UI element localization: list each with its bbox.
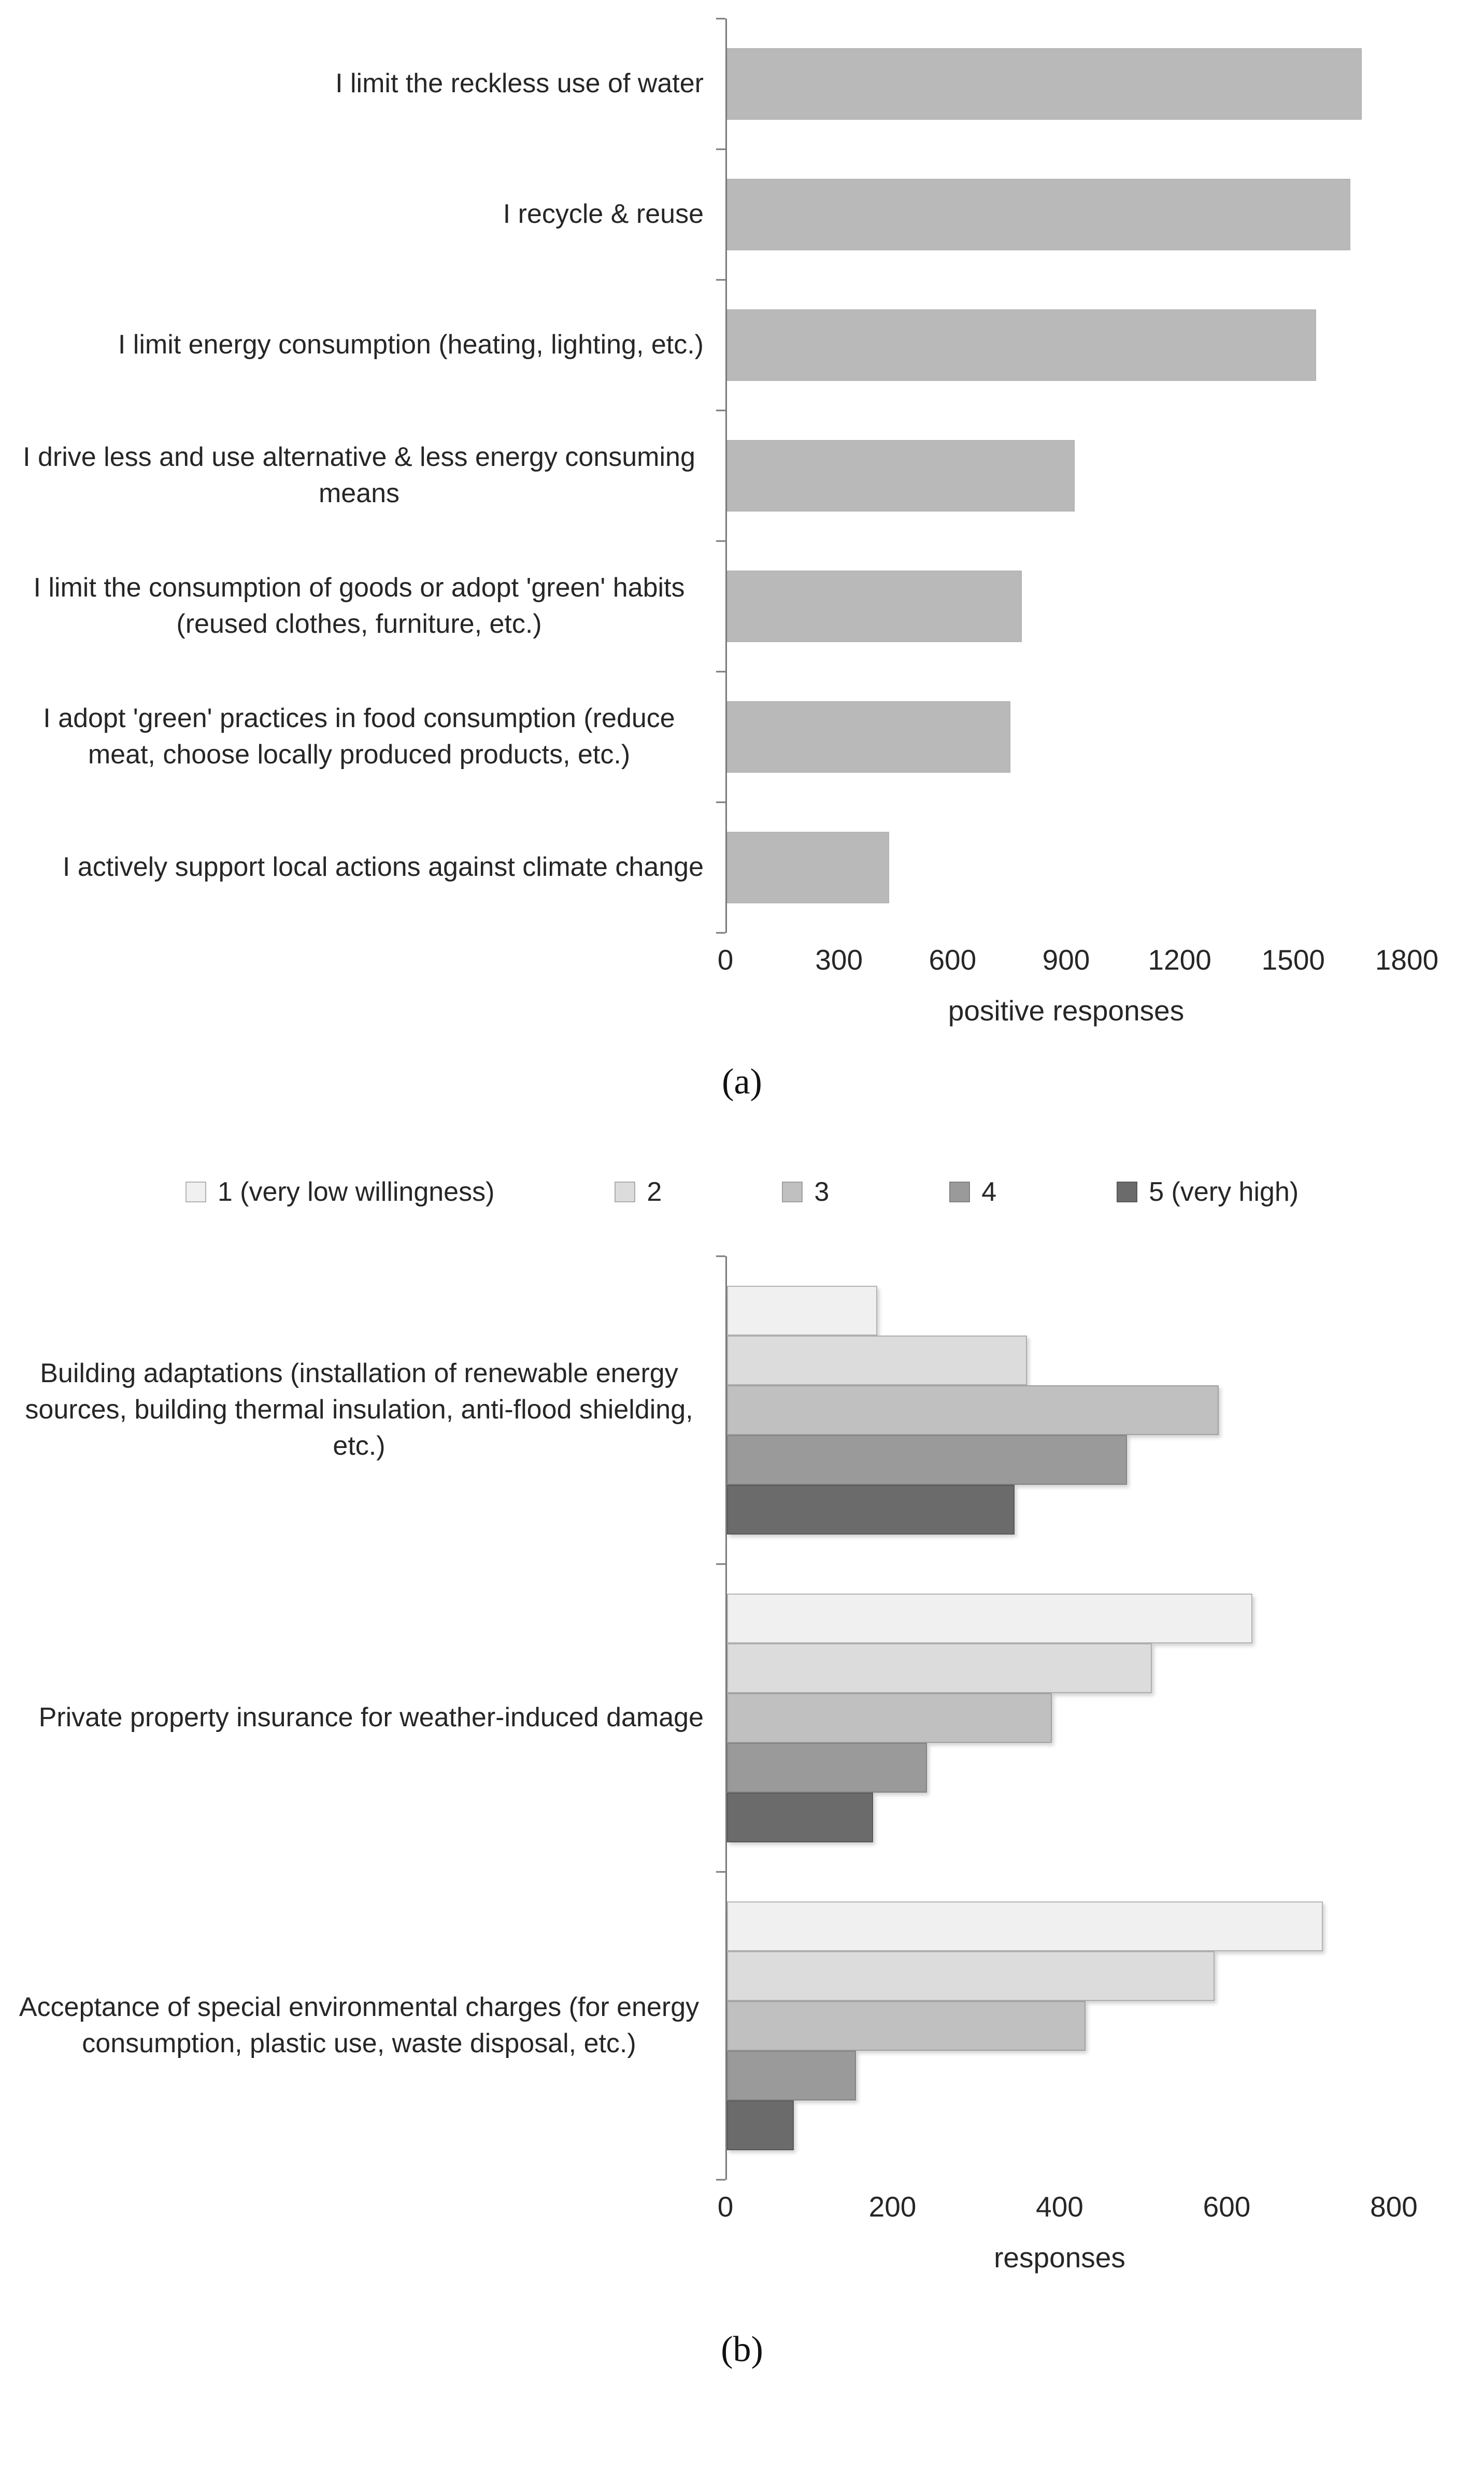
chart-b-bar	[727, 1336, 1027, 1385]
chart-b-bar-group	[725, 1256, 1394, 1564]
chart-a-category-cell	[0, 280, 725, 410]
chart-a-bar	[727, 701, 1010, 773]
chart-b-bar	[727, 1951, 1215, 2001]
chart-b-bar	[727, 1385, 1219, 1435]
x-tick-label: 600	[1203, 2191, 1251, 2223]
chart-b-bar	[727, 1793, 873, 1842]
chart-a-category-row	[0, 410, 1484, 541]
legend-swatch	[949, 1182, 970, 1202]
chart-b-bar-group	[725, 1564, 1394, 1872]
chart-a-bar-cell	[725, 410, 1407, 541]
legend-item	[615, 1176, 662, 1208]
chart-b-bar	[727, 1643, 1152, 1693]
chart-a-category-label: I recycle & reuse	[503, 199, 704, 230]
chart-a-category-label: I limit the consumption of goods or adopt 'green' habits (reused clothes, furniture, etc.)	[33, 573, 685, 639]
chart-b-bar	[727, 1435, 1127, 1485]
chart-a-bar-cell	[725, 149, 1407, 280]
chart-b-bar	[727, 1485, 1015, 1535]
legend-label: 4	[981, 1177, 997, 1207]
x-tick-label: 200	[868, 2191, 917, 2223]
chart-b-bar	[727, 1594, 1252, 1643]
chart-b-category-group	[0, 1564, 1484, 1872]
category-axis-tick	[716, 1256, 725, 1257]
chart-a-bar-cell	[725, 19, 1407, 149]
chart-b-category-cell	[0, 1872, 725, 2180]
category-axis-tick	[716, 18, 725, 20]
chart-a-category-label: I adopt 'green' practices in food consumption (reduce meat, choose locally produced products, etc.)	[43, 703, 675, 770]
chart-b-legend	[0, 1175, 1484, 1209]
chart-a-category-cell	[0, 410, 725, 541]
chart-a-x-ticks	[717, 933, 1439, 987]
legend-swatch	[782, 1182, 803, 1202]
chart-a-x-axis-title-row	[0, 987, 1484, 1034]
chart-b-category-group	[0, 1256, 1484, 1564]
chart-a-bar	[727, 832, 889, 903]
chart-b	[0, 1175, 1484, 2377]
chart-a-category-row	[0, 802, 1484, 933]
legend-item	[186, 1176, 495, 1208]
chart-b-category-label: Private property insurance for weather-induced damage	[38, 1702, 704, 1733]
x-tick-label: 1200	[1148, 944, 1211, 976]
category-axis-tick	[716, 671, 725, 673]
chart-b-plot-area	[0, 1256, 1484, 2180]
chart-a-caption: (a)	[722, 1062, 762, 1102]
chart-a	[0, 19, 1484, 1109]
x-tick-label: 300	[815, 944, 863, 976]
chart-a-category-cell	[0, 802, 725, 933]
chart-a-category-label: I limit energy consumption (heating, lighting, etc.)	[118, 330, 704, 360]
chart-a-category-label: I actively support local actions against climate change	[62, 852, 704, 883]
chart-b-category-cell	[0, 1564, 725, 1872]
category-axis-tick	[716, 279, 725, 281]
chart-a-category-row	[0, 672, 1484, 802]
chart-a-bar-cell	[725, 541, 1407, 672]
chart-a-bar-cell	[725, 802, 1407, 933]
chart-b-bar	[727, 2001, 1086, 2051]
chart-a-category-row	[0, 541, 1484, 672]
chart-b-x-axis-title-row	[0, 2234, 1484, 2281]
chart-a-category-cell	[0, 541, 725, 672]
legend-swatch	[186, 1182, 206, 1202]
chart-a-bar	[727, 309, 1316, 381]
legend-label: 5 (very high)	[1149, 1177, 1299, 1207]
x-tick-label: 0	[717, 944, 734, 976]
x-tick-label: 900	[1042, 944, 1090, 976]
chart-b-caption: (b)	[721, 2330, 763, 2369]
chart-b-bar	[727, 1693, 1052, 1743]
category-axis-tick	[716, 2179, 725, 2181]
chart-b-bar	[727, 2100, 794, 2150]
x-tick-label: 0	[717, 2191, 734, 2223]
chart-b-category-group	[0, 1872, 1484, 2180]
chart-a-bar	[727, 179, 1350, 250]
legend-label: 2	[647, 1177, 662, 1207]
chart-b-category-label: Building adaptations (installation of renewable energy sources, building thermal insulation, anti-flood shielding, etc.)	[25, 1358, 693, 1461]
legend-item	[1117, 1176, 1299, 1208]
category-axis-tick	[716, 802, 725, 803]
chart-b-bar-group	[725, 1872, 1394, 2180]
x-tick-label: 600	[929, 944, 977, 976]
legend-swatch	[615, 1182, 635, 1202]
chart-a-bar	[727, 571, 1022, 642]
chart-a-category-cell	[0, 149, 725, 280]
legend-label: 1 (very low willingness)	[217, 1177, 495, 1207]
category-axis-tick	[716, 932, 725, 934]
chart-a-category-label: I drive less and use alternative & less energy consuming means	[23, 442, 695, 508]
chart-a-x-axis	[0, 933, 1484, 987]
x-tick-label: 800	[1370, 2191, 1418, 2223]
chart-b-x-axis	[0, 2180, 1484, 2234]
spacer	[0, 2180, 725, 2234]
category-axis-tick	[716, 1871, 725, 1872]
legend-item	[949, 1176, 996, 1208]
spacer	[0, 2234, 725, 2281]
chart-b-bar	[727, 1743, 927, 1793]
chart-b-category-label: Acceptance of special environmental charges (for energy consumption, plastic use, waste disposal, etc.)	[19, 1992, 700, 2058]
chart-a-category-cell	[0, 19, 725, 149]
chart-a-bar	[727, 440, 1075, 512]
chart-b-x-axis-title: responses	[994, 2241, 1125, 2274]
chart-a-category-cell	[0, 672, 725, 802]
chart-b-x-ticks	[717, 2180, 1418, 2234]
chart-a-plot-area	[0, 19, 1484, 933]
category-axis-tick	[716, 410, 725, 411]
chart-a-bar-cell	[725, 672, 1407, 802]
spacer	[0, 933, 725, 987]
chart-b-bar	[727, 1901, 1323, 1951]
legend-label: 3	[814, 1177, 830, 1207]
chart-a-category-row	[0, 19, 1484, 149]
category-axis-tick	[716, 1563, 725, 1565]
chart-b-bar	[727, 1286, 877, 1336]
x-tick-label: 1500	[1261, 944, 1325, 976]
category-axis-tick	[716, 149, 725, 150]
chart-a-category-row	[0, 280, 1484, 410]
legend-swatch	[1117, 1182, 1137, 1202]
x-tick-label: 400	[1036, 2191, 1083, 2223]
chart-a-category-row	[0, 149, 1484, 280]
chart-a-category-label: I limit the reckless use of water	[335, 68, 704, 99]
x-tick-label: 1800	[1375, 944, 1439, 976]
spacer	[0, 987, 725, 1034]
chart-b-category-cell	[0, 1256, 725, 1564]
legend-item	[782, 1176, 829, 1208]
chart-a-x-axis-title: positive responses	[948, 995, 1185, 1027]
chart-b-bar	[727, 2051, 856, 2100]
chart-a-bar	[727, 48, 1362, 120]
chart-a-bar-cell	[725, 280, 1407, 410]
category-axis-tick	[716, 541, 725, 542]
